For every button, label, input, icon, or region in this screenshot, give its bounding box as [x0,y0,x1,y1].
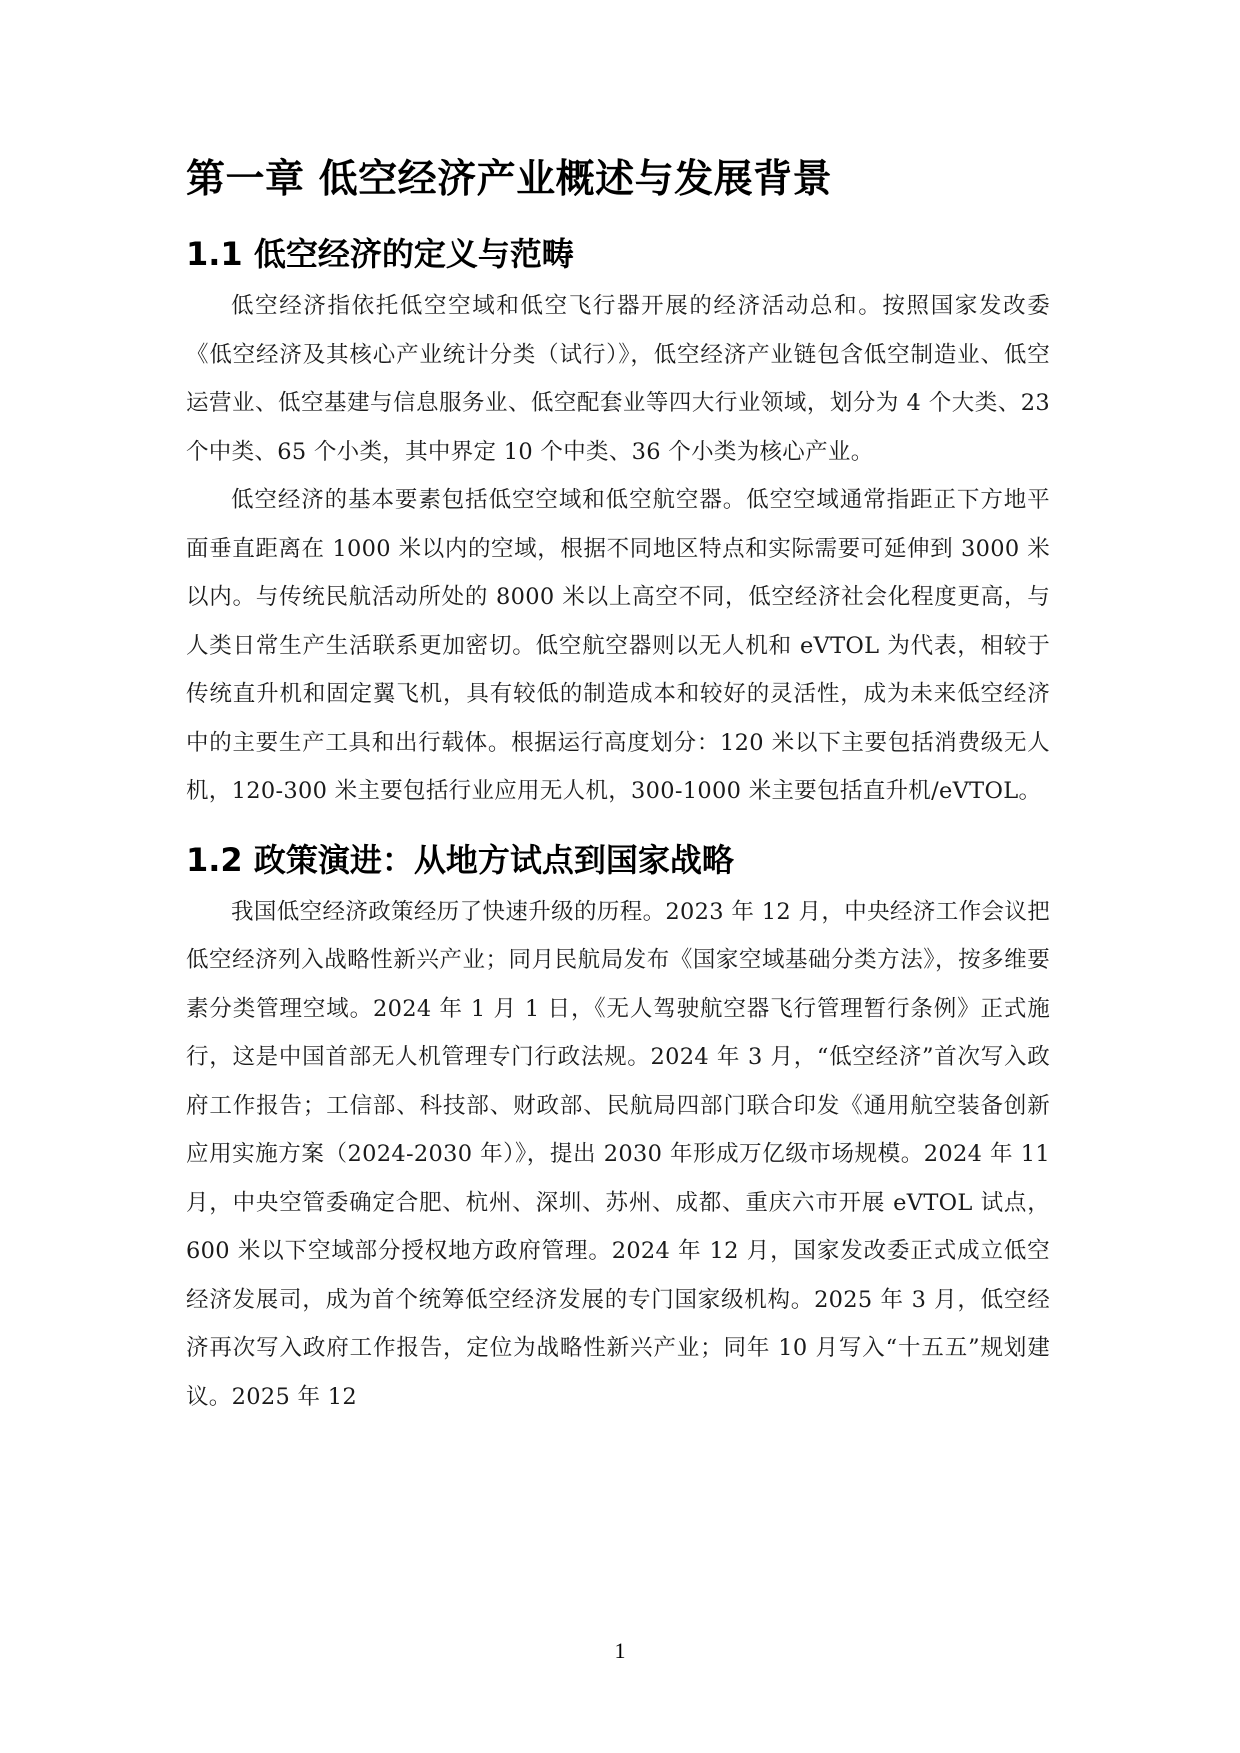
paragraph-definition: 低空经济指依托低空空域和低空飞行器开展的经济活动总和。按照国家发改委《低空经济及其核心产业统计分类（试行）》，低空经济产业链包含低空制造业、低空运营业、低空基建与信息服务业、低空配套业等四大行业领域，划分为 4 个大类、23 个中类、65 个小类，其中界定 10 个中类、36 个小类为核心产业。 [186,293,1050,465]
paragraph-policy-evolution: 我国低空经济政策经历了快速升级的历程。2023 年 12 月，中央经济工作会议把低空经济列入战略性新兴产业；同月民航局发布《国家空域基础分类方法》，按多维要素分类管理空域。2024 年 1 月 1 日，《无人驾驶航空器飞行管理暂行条例》正式施行，这是中国首部无人机管理专门行政法规。2024 年 3 月，“低空经济”首次写入政府工作报告；工信部、科技部、财政部、民航局四部门联合印发《通用航空装备创新应用实施方案（2024-2030 年）》，提出 2030 年形成万亿级市场规模。2024 年 11 月，中央空管委确定合肥、杭州、深圳、苏州、成都、重庆六市开展 eVTOL 试点，600 米以下空域部分授权地方政府管理。2024 年 12 月，国家发改委正式成立低空经济发展司，成为首个统筹低空经济发展的专门国家级机构。2025 年 3 月，低空经济再次写入政府工作报告，定位为战略性新兴产业；同年 10 月写入“十五五”规划建议。2025 年 12 [186,898,1050,1410]
page-content [186,150,1050,1421]
chapter-title: 第一章 低空经济产业概述与发展背景 [186,157,833,202]
section-heading-1-1: 1.1 低空经济的定义与范畴 [186,235,574,273]
page-number: 1 [614,1638,626,1663]
paragraph-basic-elements: 低空经济的基本要素包括低空空域和低空航空器。低空空域通常指距正下方地平面垂直距离在 1000 米以内的空域，根据不同地区特点和实际需要可延伸到 3000 米以内。与传统民航活动所处的 8000 米以上高空不同，低空经济社会化程度更高，与人类日常生产生活联系更加密切。低空航空器则以无人机和 eVTOL 为代表，相较于传统直升机和固定翼飞机，具有较低的制造成本和较好的灵活性，成为未来低空经济中的主要生产工具和出行载体。根据运行高度划分：120 米以下主要包括消费级无人机，120-300 米主要包括行业应用无人机，300-1000 米主要包括直升机/eVTOL。 [186,487,1050,804]
section-heading-1-2: 1.2 政策演进：从地方试点到国家战略 [186,840,734,879]
